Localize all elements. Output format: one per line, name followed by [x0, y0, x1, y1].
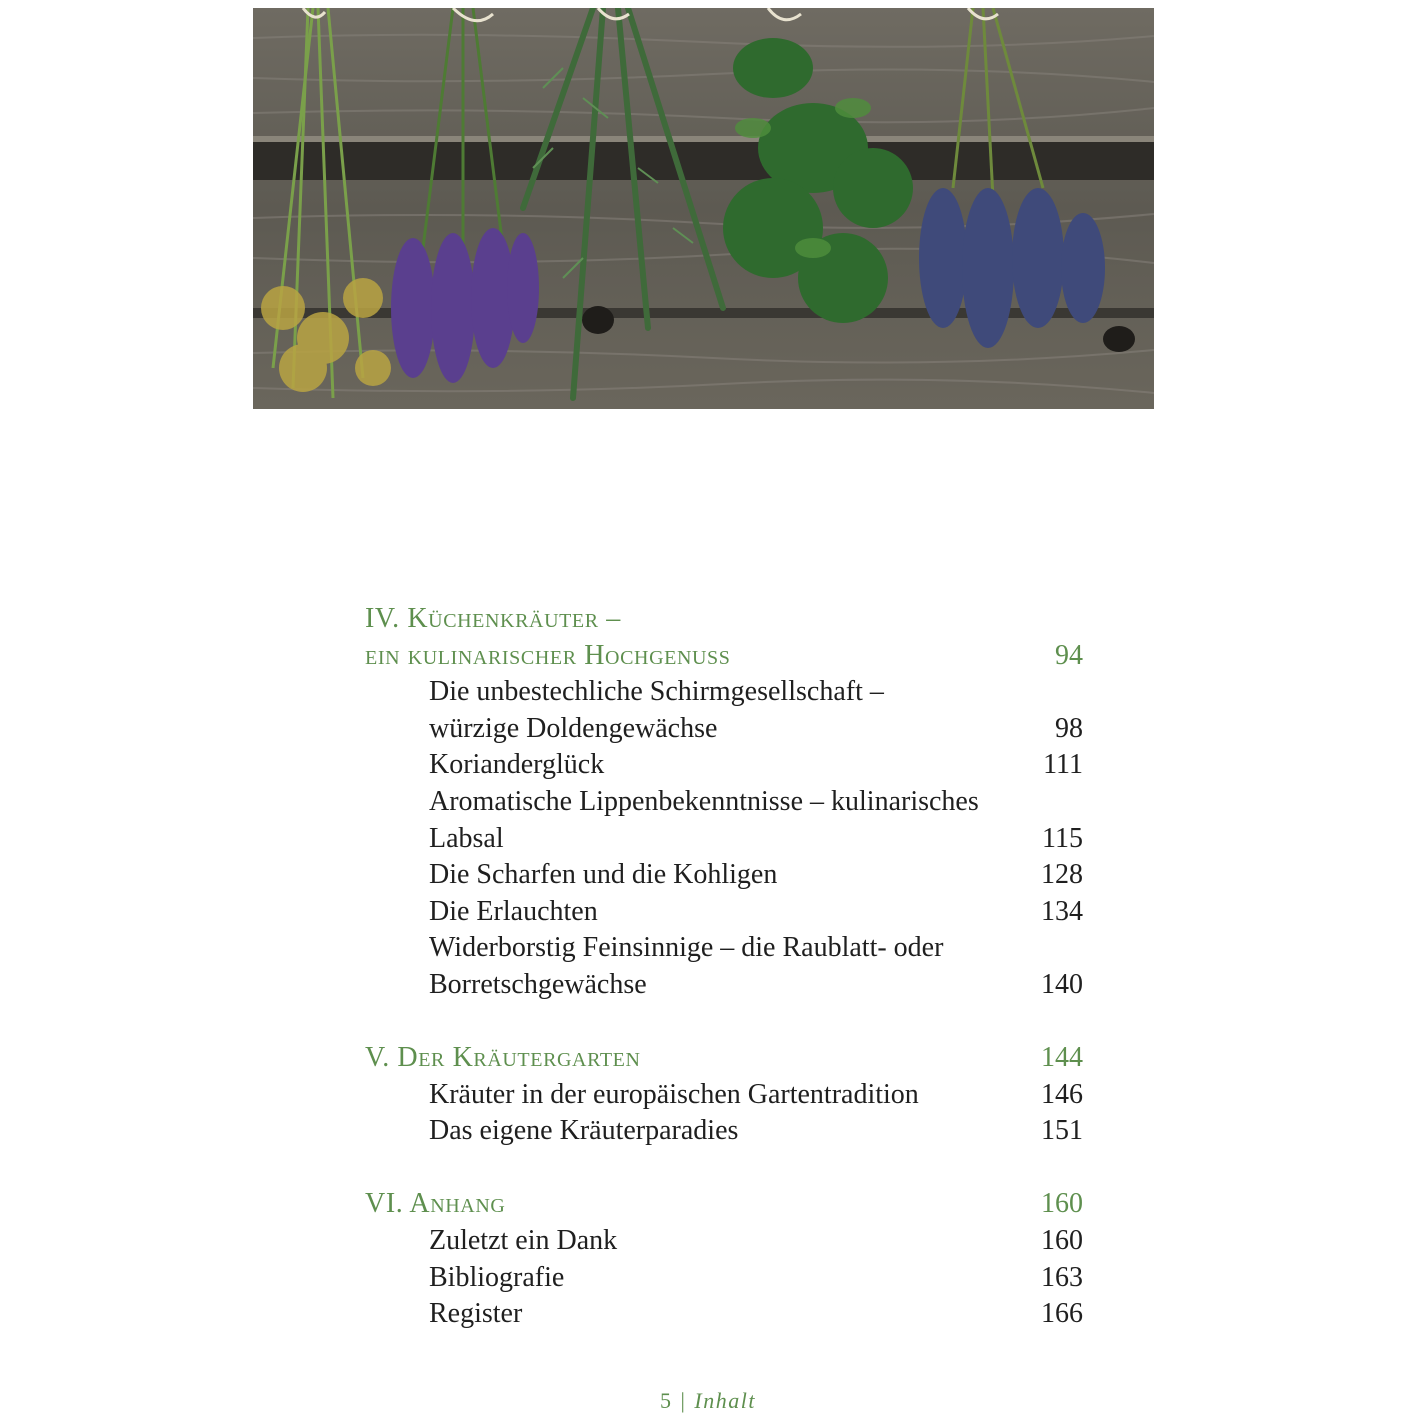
footer-separator: | [680, 1388, 687, 1413]
toc-entry-page-number: 111 [1043, 749, 1083, 781]
toc-section-heading [365, 1186, 1083, 1223]
toc-entry-page-number: 166 [1041, 1298, 1083, 1330]
toc-entry-page-number: 160 [1041, 1224, 1083, 1256]
toc-entry-title: Labsal [429, 822, 504, 854]
toc-entry [365, 674, 1083, 711]
page-footer [0, 1388, 1416, 1414]
toc-entry [365, 1113, 1083, 1150]
toc-section-heading [365, 638, 1083, 675]
toc-entry-title: Korianderglück [429, 749, 605, 781]
toc-entry-page-number: 128 [1041, 859, 1083, 891]
header-photo-dried-herbs [253, 8, 1154, 409]
toc-section [365, 1040, 1083, 1150]
toc-entry-page-number: 151 [1041, 1115, 1083, 1147]
toc-entry-page-number: 140 [1041, 968, 1083, 1000]
section-page-number: 94 [1055, 639, 1083, 671]
toc-entry-title: Kräuter in der europäischen Gartentradition [429, 1078, 919, 1110]
toc-entry-title: Widerborstig Feinsinnige – die Raublatt- oder [429, 932, 944, 964]
footer-page-number: 5 [660, 1388, 673, 1413]
toc-entry-title: Aromatische Lippenbekenntnisse – kulinarisches [429, 785, 979, 817]
toc-entry [365, 967, 1083, 1004]
toc-section [365, 601, 1083, 1004]
toc-entry [365, 1077, 1083, 1114]
toc-entry-page-number: 98 [1055, 712, 1083, 744]
toc-entry [365, 1260, 1083, 1297]
toc-entry-title: Register [429, 1298, 523, 1330]
toc-entry-title: Bibliografie [429, 1261, 565, 1293]
toc-entry-page-number: 163 [1041, 1261, 1083, 1293]
toc-section-heading [365, 601, 1083, 638]
section-page-number: 160 [1041, 1188, 1083, 1220]
section-heading-text: ein kulinarischer Hochgenuss [365, 639, 731, 671]
footer-section-title: Inhalt [694, 1388, 756, 1413]
section-heading-text: VI. Anhang [365, 1188, 506, 1220]
toc-section [365, 1186, 1083, 1332]
toc-entry-title: Die Scharfen und die Kohligen [429, 859, 778, 891]
toc-entry-title: Die Erlauchten [429, 895, 598, 927]
toc-entry-title: Die unbestechliche Schirmgesellschaft – [429, 676, 884, 708]
toc-entry-title: würzige Doldengewächse [429, 712, 718, 744]
toc-entry [365, 821, 1083, 858]
section-page-number: 144 [1041, 1042, 1083, 1074]
toc-entry [365, 894, 1083, 931]
toc-entry [365, 747, 1083, 784]
toc-entry [365, 784, 1083, 821]
toc-entry-title: Borretschgewächse [429, 968, 647, 1000]
toc-entry [365, 711, 1083, 748]
toc-entry-page-number: 134 [1041, 895, 1083, 927]
toc-entry [365, 857, 1083, 894]
toc-section-heading [365, 1040, 1083, 1077]
toc-entry [365, 1223, 1083, 1260]
section-heading-text: IV. Küchenkräuter – [365, 603, 621, 634]
toc-entry-page-number: 146 [1041, 1078, 1083, 1110]
toc-entry-page-number: 115 [1042, 822, 1083, 854]
toc-entry-title: Das eigene Kräuterparadies [429, 1115, 739, 1147]
toc-entry [365, 930, 1083, 967]
table-of-contents [365, 601, 1083, 1369]
toc-entry-title: Zuletzt ein Dank [429, 1224, 618, 1256]
section-heading-text: V. Der Kräutergarten [365, 1042, 641, 1074]
toc-entry [365, 1296, 1083, 1333]
